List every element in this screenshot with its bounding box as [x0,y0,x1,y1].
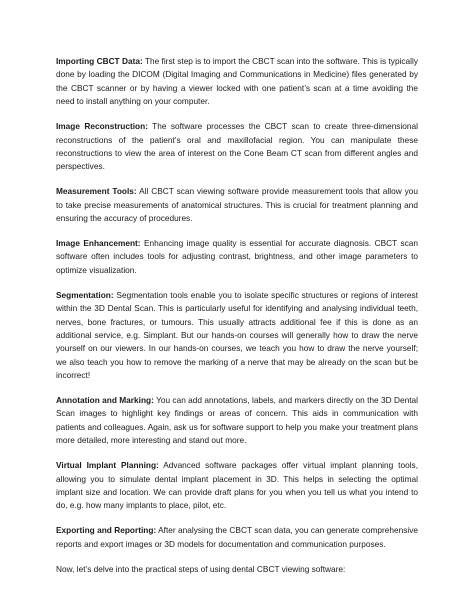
paragraph-measurement-tools [56,185,418,225]
term-image-reconstruction: Image Reconstruction: [56,121,148,132]
term-exporting-and-reporting: Exporting and Reporting: [56,525,157,536]
term-annotation-and-marking: Annotation and Marking: [56,395,154,406]
document-page [56,55,418,576]
body-image-enhancement: Enhancing image quality is essential for accurate diagnosis. CBCT scan software often includes tools for adjusting contrast, brightness, and other image parameters to optimize visualization. [56,237,418,275]
body-annotation-and-marking: You can add annotations, labels, and markers directly on the 3D Dental Scan images to highlight key findings or areas of concern. This aids in communication with patients and colleagues. Again, ask us for software support to help you make your treatment plans more detailed, more interesting and stand out more. [56,395,418,446]
paragraph-exporting-and-reporting [56,524,418,551]
term-importing-cbct-data: Importing CBCT Data: [56,56,143,66]
body-image-reconstruction: The software processes the CBCT scan to create three-dimensional reconstructions of the patient’s oral and maxillofacial region. You can manipulate these reconstructions to view the area of interest on the Cone Beam CT scan from different angles and perspectives. [56,121,418,172]
paragraph-segmentation [56,289,418,383]
term-virtual-implant-planning: Virtual Implant Planning: [56,460,159,471]
body-importing-cbct-data: The first step is to import the CBCT scan into the software. This is typically done by loading the DICOM (Digital Imaging and Communications in Medicine) files generated by the CBCT scanner or by having a viewer locked with one patient’s scan at a time avoiding the need to install anything on your computer. [56,56,418,107]
term-image-enhancement: Image Enhancement: [56,237,141,248]
paragraph-closing: Now, let’s delve into the practical steps of using dental CBCT viewing software: [56,563,346,574]
body-exporting-and-reporting: After analysing the CBCT scan data, you can generate comprehensive reports and export images or 3D models for documentation and communication purposes. [56,525,418,549]
body-virtual-implant-planning: Advanced software packages offer virtual implant planning tools, allowing you to simulate dental implant placement in 3D. This helps in selecting the optimal implant size and location. We can provide draft plans for you when you tell us what you intend to do, e.g. how many implants to place, pilot, etc. [56,460,419,511]
paragraph-image-enhancement [56,237,418,277]
body-measurement-tools: All CBCT scan viewing software provide measurement tools that allow you to take precise measurements of anatomical structures. This is crucial for treatment planning and ensuring the accuracy of procedures. [56,186,418,224]
term-measurement-tools: Measurement Tools: [56,186,137,197]
paragraph-importing-cbct-data [56,55,418,109]
term-segmentation: Segmentation: [56,289,114,300]
body-segmentation: Segmentation tools enable you to isolate specific structures or regions of interest within the 3D Dental Scan. This is particularly useful for identifying and analysing individual teeth, nerves, bone fractures, or tumours. This usually attracts additional fee if this is done as an additional service, e.g. Simplant. But our hands-on courses will generally how to draw the nerve yourself on our viewers. In our hands-on courses, we teach you how to draw the nerve yourself; we also teach you how to remove the marking of a nerve that may be already on the scan but be incorrect! [56,289,418,381]
paragraph-annotation-and-marking [56,394,418,448]
paragraph-image-reconstruction [56,120,418,174]
paragraph-virtual-implant-planning [56,459,418,513]
